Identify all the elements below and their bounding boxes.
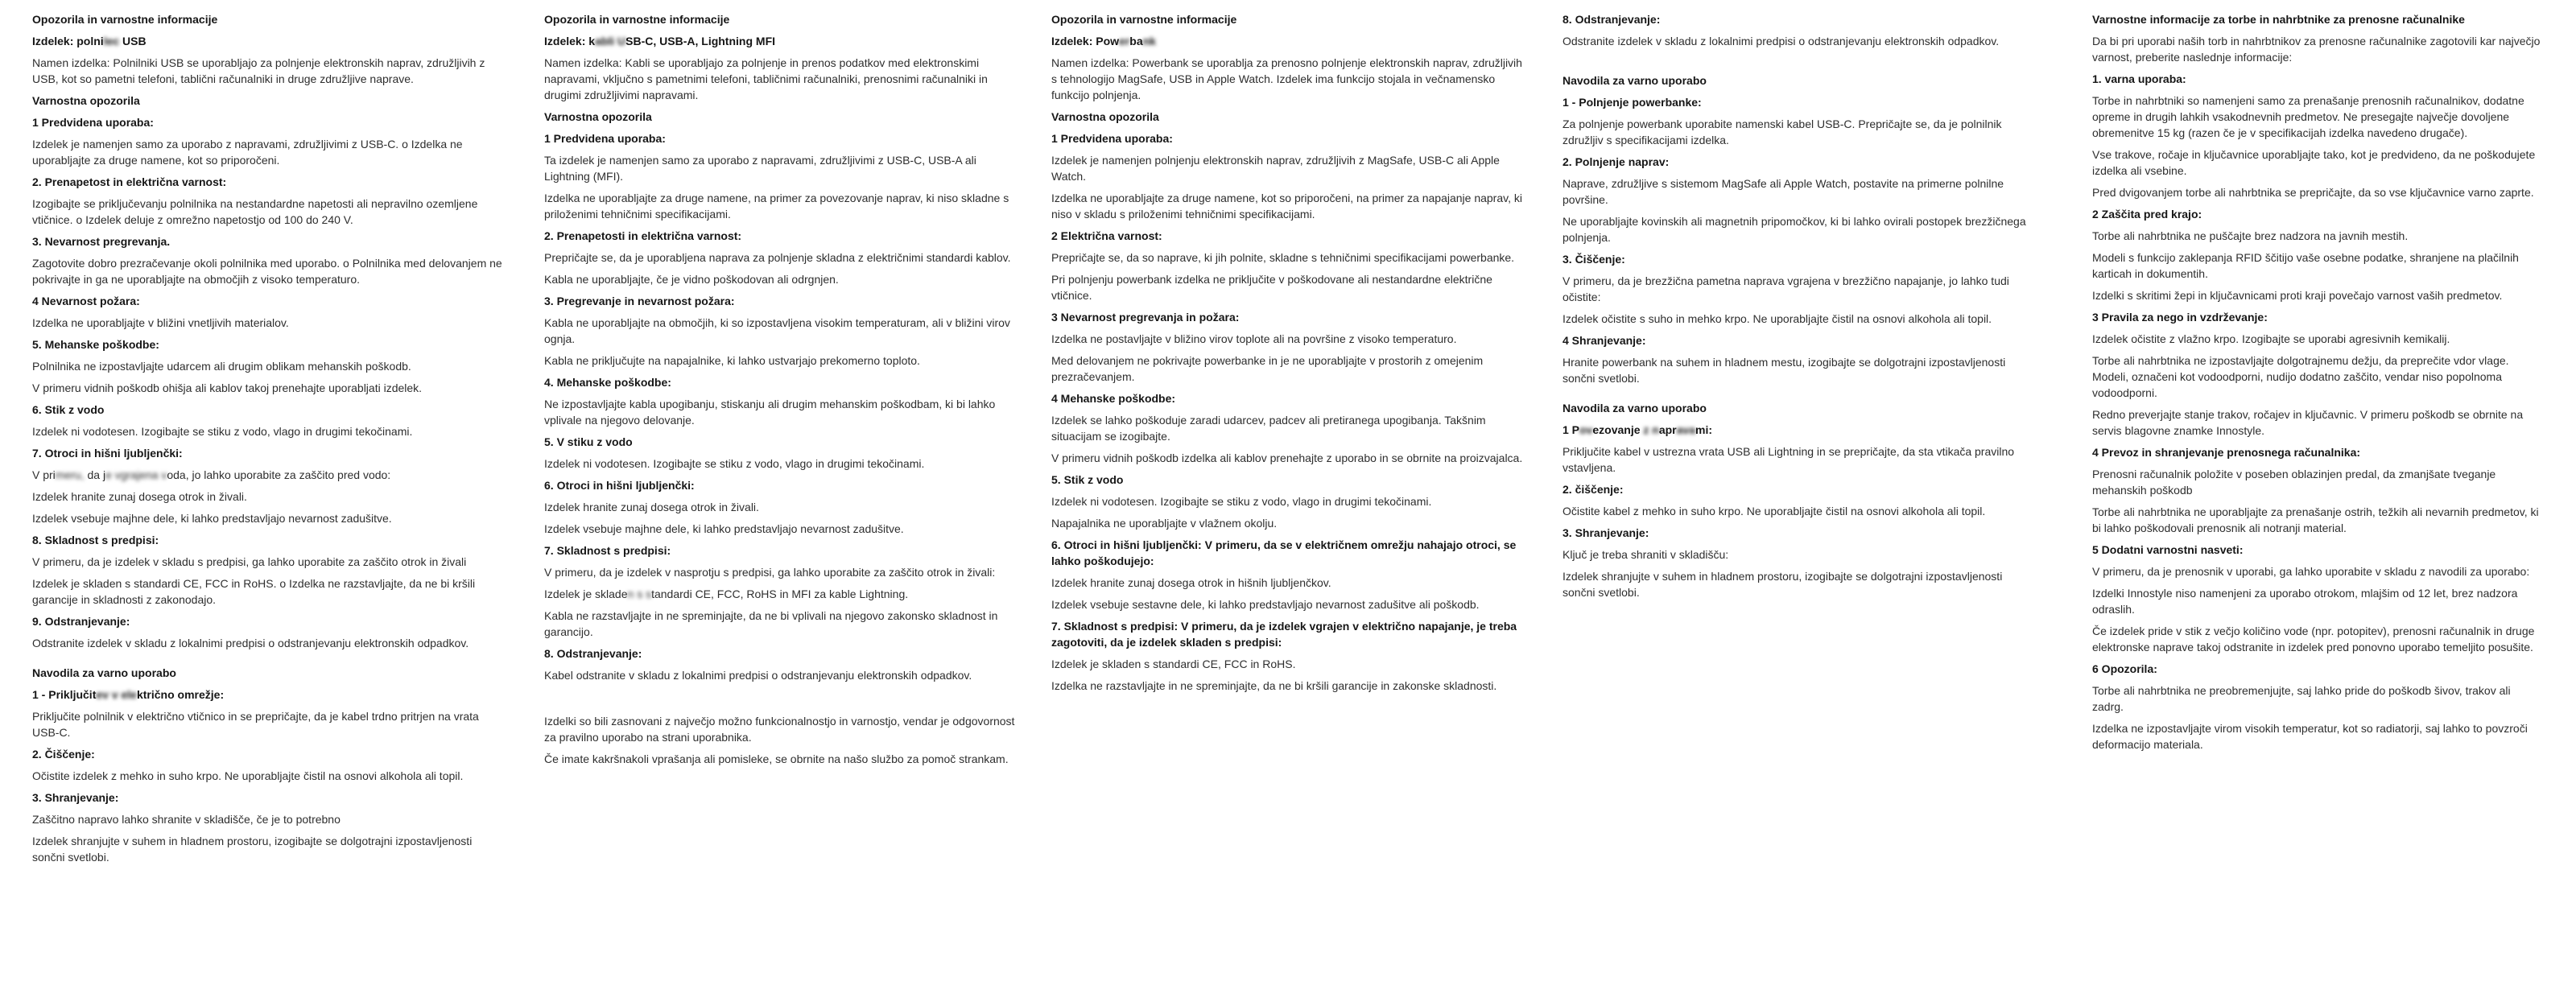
paragraph: Torbe ali nahrbtnika ne puščajte brez nadzora na javnih mestih. [2092, 229, 2409, 242]
paragraph: V primeru, da je brezžična pametna naprava vgrajena v brezžično napajanje, jo lahko tudi očistite: [1563, 274, 2009, 303]
paragraph: Izdelek hranite zunaj dosega otrok in hišnih ljubljenčkov. [1051, 576, 1331, 589]
paragraph: Izdelek je skladen s standardi CE, FCC in RoHS. o Izdelka ne razstavljajte, da ne bi kršili garancije in skladnosti z zakonodajo. [32, 577, 476, 606]
paragraph: Izogibajte se priključevanju polnilnika na nestandardne napetosti ali nepravilno ozemljene vtičnice. o Izdelek deluje z omrežno napetostjo od 100 do 240 V. [32, 197, 478, 226]
paragraph: Izdelek shranjujte v suhem in hladnem prostoru, izogibajte se dolgotrajni izpostavljenosti sončni svetlobi. [32, 835, 473, 864]
blurred-text: e vgrajena v [105, 468, 167, 481]
paragraph: Da bi pri uporabi naših torb in nahrbtnikov za prenosne računalnike zagotovili kar največjo varnost, preberite naslednje informacije: [2092, 35, 2541, 64]
section-heading: 1 Povezovanje z napravami: [1563, 423, 1712, 436]
paragraph: Izdelek shranjujte v suhem in hladnem prostoru, izogibajte se dolgotrajni izpostavljenosti sončni svetlobi. [1563, 570, 2003, 599]
paragraph: Izdelka ne izpostavljajte virom visokih temperatur, kot so radiatorji, saj lahko to povzroči deformacijo materiala. [2092, 722, 2528, 751]
section-heading: 3. Nevarnost pregrevanja. [32, 235, 171, 248]
paragraph: Namen izdelka: Powerbank se uporablja za prenosno polnjenje elektronskih naprav, združljivih s tehnologijo MagSafe, USB in Apple Watch. Izdelek ima funkcijo stojala in večnamensko funkcijo polnjenja. [1051, 56, 1522, 101]
paragraph: Redno preverjajte stanje trakov, ročajev in ključavnic. V primeru poškodb se obrnite na servis blagovne znamke Innostyle. [2092, 408, 2524, 437]
section-heading: Opozorila in varnostne informacije [544, 13, 730, 26]
paragraph: Modeli s funkcijo zaklepanja RFID ščitijo vaše osebne podatke, shranjene na plačilnih karticah in dokumentih. [2092, 251, 2519, 280]
paragraph: Naprave, združljive s sistemom MagSafe ali Apple Watch, postavite na primerne polnilne površine. [1563, 177, 2004, 206]
paragraph: Izdelka ne uporabljajte za druge namene, kot so priporočeni, na primer za napajanje naprav, ki niso v skladu s priloženimi tehničnimi specifikacijami. [1051, 192, 1522, 221]
spacer [32, 657, 503, 665]
paragraph: Pred dvigovanjem torbe ali nahrbtnika se prepričajte, da so vse ključavnice varno zaprte. [2092, 186, 2534, 199]
paragraph: Kabel odstranite v skladu z lokalnimi predpisi o odstranjevanju elektronskih odpadkov. [544, 669, 972, 682]
paragraph: Ključ je treba shraniti v skladišču: [1563, 548, 1729, 561]
paragraph: Pri polnjenju powerbank izdelka ne priključite v poškodovane ali nestandardne električne vtičnice. [1051, 273, 1492, 302]
paragraph: Izdelek vsebuje majhne dele, ki lahko predstavljajo nevarnost zadušitve. [544, 522, 904, 535]
section-heading: 8. Skladnost s predpisi: [32, 534, 159, 546]
paragraph: Kabla ne priključujte na napajalnike, ki lahko ustvarjajo prekomerno toploto. [544, 354, 920, 367]
section-heading: Opozorila in varnostne informacije [1051, 13, 1237, 26]
spacer [1563, 392, 2033, 400]
paragraph: Izdelki so bili zasnovani z največjo možno funkcionalnostjo in varnostjo, vendar je odgovornost za pravilno uporabo na strani uporabnika. [544, 715, 1015, 744]
section-heading: 5. V stiku z vodo [544, 435, 633, 448]
blurred-text: meru, [55, 468, 85, 481]
section-heading: Navodila za varno uporabo [1563, 402, 1707, 414]
section-heading: Varnostna opozorila [32, 94, 140, 107]
blurred-text: abli U [595, 35, 626, 47]
paragraph: Izdelek ni vodotesen. Izogibajte se stiku z vodo, vlago in drugimi tekočinami. [32, 425, 413, 438]
column-powerbank-usage-instructions [1563, 11, 2033, 606]
section-heading: Varnostna opozorila [1051, 110, 1159, 123]
section-heading: 7. Skladnost s predpisi: V primeru, da je izdelek vgrajen v električno napajanje, je treba zagotoviti, da je izdelek skladen s predpisi: [1051, 620, 1517, 649]
section-heading: 1 - Priključitev v električno omrežje: [32, 688, 225, 701]
section-heading: 5. Mehanske poškodbe: [32, 338, 159, 351]
paragraph: Izdelek očistite z vlažno krpo. Izogibajte se uporabi agresivnih kemikalij. [2092, 332, 2450, 345]
blurred-text: ev v ele [96, 688, 137, 701]
blurred-text: z n [1643, 423, 1659, 436]
section-heading: 3. Shranjevanje: [1563, 526, 1649, 539]
paragraph: Odstranite izdelek v skladu z lokalnimi predpisi o odstranjevanju elektronskih odpadkov. [32, 637, 469, 649]
paragraph: Hranite powerbank na suhem in hladnem mestu, izogibajte se dolgotrajni izpostavljenosti sončni svetlobi. [1563, 356, 2006, 385]
paragraph: V primeru, da je vgrajena voda, jo lahko uporabite za zaščito pred vodo: [32, 468, 391, 481]
section-heading: 3 Pravila za nego in vzdrževanje: [2092, 311, 2268, 324]
paragraph: Izdelek ni vodotesen. Izogibajte se stiku z vodo, vlago in drugimi tekočinami. [1051, 495, 1432, 508]
paragraph: Namen izdelka: Polnilniki USB se uporabljajo za polnjenje elektronskih naprav, združljivih z USB, kot so pametni telefoni, tablični računalniki in druge združljive naprave. [32, 56, 485, 85]
column-usb-charger-warnings [32, 11, 503, 871]
paragraph: Izdelka ne uporabljajte za druge namene, na primer za povezovanje naprav, ki niso skladne s priloženimi tehničnimi specifikacijami. [544, 192, 1009, 221]
section-heading: 1 Predvidena uporaba: [32, 116, 154, 129]
paragraph: Polnilnika ne izpostavljajte udarcem ali drugim oblikam mehanskih poškodb. [32, 360, 411, 373]
section-heading: 6. Stik z vodo [32, 403, 105, 416]
spacer [1563, 55, 2033, 72]
section-heading: 3. Čiščenje: [1563, 253, 1625, 266]
paragraph: Prepričajte se, da so naprave, ki jih polnite, skladne s tehničnimi specifikacijami powerbanke. [1051, 251, 1515, 264]
section-heading: 6. Otroci in hišni ljubljenčki: V primeru, da se v električnem omrežju nahajajo otroci, se lahko poškodujejo: [1051, 538, 1517, 567]
paragraph: Izdelka ne uporabljajte v bližini vnetljivih materialov. [32, 316, 289, 329]
section-heading: 7. Otroci in hišni ljubljenčki: [32, 447, 183, 460]
paragraph: Izdelek vsebuje majhne dele, ki lahko predstavljajo nevarnost zadušitve. [32, 512, 392, 525]
section-heading: 1 Predvidena uporaba: [544, 132, 666, 145]
section-heading: 8. Odstranjevanje: [544, 647, 642, 660]
section-heading: 2. čiščenje: [1563, 483, 1624, 496]
paragraph: V primeru, da je izdelek v skladu s predpisi, ga lahko uporabite za zaščito otrok in živali [32, 555, 467, 568]
paragraph: Torbe in nahrbtniki so namenjeni samo za prenašanje prenosnih računalnikov, dodatne opreme in drugih lahkih vsakodnevnih predmetov. Ne presegajte največje dovoljene obremenitve 15 kg (razen če je v specifikacijah izdelka navedeno drugače). [2092, 94, 2524, 139]
paragraph: Zaščitno napravo lahko shranite v skladišče, če je to potrebno [32, 813, 341, 826]
paragraph: Priključite kabel v ustrezna vrata USB ali Lightning in se prepričajte, da sta vtikača pravilno vstavljena. [1563, 445, 2015, 474]
blurred-text: nk [1142, 35, 1156, 47]
paragraph: Ne uporabljajte kovinskih ali magnetnih pripomočkov, ki bi lahko ovirali postopek brezžičnega polnjenja. [1563, 215, 2026, 244]
section-heading: 4 Prevoz in shranjevanje prenosnega računalnika: [2092, 446, 2361, 459]
section-heading: Varnostna opozorila [544, 110, 652, 123]
paragraph: Izdelek hranite zunaj dosega otrok in živali. [32, 490, 247, 503]
section-heading: 2. Čiščenje: [32, 748, 95, 761]
section-heading: 3 Nevarnost pregrevanja in požara: [1051, 311, 1240, 324]
paragraph: Kabla ne uporabljajte na območjih, ki so izpostavljena visokim temperaturam, ali v bližini virov ognja. [544, 316, 1010, 345]
column-powerbank-warnings [1051, 11, 1526, 699]
section-heading: 4 Mehanske poškodbe: [1051, 392, 1176, 405]
paragraph: Če izdelek pride v stik z večjo količino vode (npr. potopitev), prenosni računalnik in druge elektronske naprave takoj odstranite in izdelek pred ponovno uporabo temeljito posušite. [2092, 625, 2535, 653]
blurred-text: er [1119, 35, 1130, 47]
paragraph: Zagotovite dobro prezračevanje okoli polnilnika med uporabo. o Polnilnika med delovanjem ne pokrivajte in ga ne uporabljajte na območjih z visoko temperaturo. [32, 257, 502, 286]
paragraph: Ne izpostavljajte kabla upogibanju, stiskanju ali drugim mehanskim poškodbam, ki bi lahko vplivale na njegovo delovanje. [544, 398, 996, 427]
section-heading: Navodila za varno uporabo [1563, 74, 1707, 87]
paragraph: Izdelek se lahko poškoduje zaradi udarcev, padcev ali pretiranega upogibanja. Takšnim situacijam se izogibajte. [1051, 414, 1486, 443]
paragraph: Prepričajte se, da je uporabljena naprava za polnjenje skladna z električnimi standardi kablov. [544, 251, 1011, 264]
blurred-text: n s s [627, 588, 652, 600]
section-heading: Varnostne informacije za torbe in nahrbtnike za prenosne računalnike [2092, 13, 2465, 26]
column-laptop-bags-safety [2092, 11, 2545, 758]
section-heading: 1. varna uporaba: [2092, 72, 2186, 85]
section-heading: 5 Dodatni varnostni nasveti: [2092, 543, 2244, 556]
paragraph: Izdelki Innostyle niso namenjeni za uporabo otrokom, mlajšim od 12 let, brez nadzora odraslih. [2092, 587, 2518, 616]
paragraph: V primeru, da je prenosnik v uporabi, ga lahko uporabite v skladu z navodili za uporabo: [2092, 565, 2530, 578]
paragraph: Prenosni računalnik položite v poseben oblazinjen predal, da zmanjšate tveganje mehanskih poškodb [2092, 468, 2496, 497]
paragraph: Izdelek hranite zunaj dosega otrok in živali. [544, 501, 759, 513]
paragraph: Torbe ali nahrbtnika ne izpostavljajte dolgotrajnemu dežju, da preprečite vdor vlage. Modeli, označeni kot vodoodporni, nudijo dodatno zaščito, vendar niso popolnoma vodoodporni. [2092, 354, 2509, 399]
section-heading: 2. Polnjenje naprav: [1563, 155, 1670, 168]
paragraph: Izdelka ne razstavljajte in ne spreminjajte, da ne bi kršili garancije in zakonske skladnosti. [1051, 679, 1497, 692]
paragraph: Priključite polnilnik v električno vtičnico in se prepričajte, da je kabel trdno pritrjen na vrata USB-C. [32, 710, 479, 739]
paragraph: Če imate kakršnakoli vprašanja ali pomisleke, se obrnite na našo službo za pomoč strankam. [544, 752, 1009, 765]
section-heading: 8. Odstranjevanje: [1563, 13, 1661, 26]
paragraph: Napajalnika ne uporabljajte v vlažnem okolju. [1051, 517, 1278, 530]
section-heading: 2. Prenapetosti in električna varnost: [544, 229, 742, 242]
paragraph: Torbe ali nahrbtnika ne uporabljajte za prenašanje ostrih, težkih ali nevarnih predmetov, ki bi lahko poškodovali prenosnik ali notranji material. [2092, 505, 2539, 534]
section-heading: 2. Prenapetost in električna varnost: [32, 175, 227, 188]
section-heading: 1 Predvidena uporaba: [1051, 132, 1173, 145]
paragraph: Izdelek je namenjen polnjenju elektronskih naprav, združljivih z MagSafe, USB-C ali Apple Watch. [1051, 154, 1500, 183]
paragraph: Kabla ne uporabljajte, če je vidno poškodovan ali odrgnjen. [544, 273, 839, 286]
paragraph: Izdelki s skritimi žepi in ključavnicami proti kraji povečajo varnost vaših predmetov. [2092, 289, 2503, 302]
section-heading: 3. Shranjevanje: [32, 791, 119, 804]
paragraph: Med delovanjem ne pokrivajte powerbanke in je ne uporabljajte v prostorih z omejenim prezračevanjem. [1051, 354, 1484, 383]
blurred-text: ov [1579, 423, 1593, 436]
paragraph: Izdelek je namenjen samo za uporabo z napravami, združljivimi z USB-C. o Izdelka ne uporabljajte za druge namene, kot so priporočeni. [32, 138, 463, 167]
section-heading: 5. Stik z vodo [1051, 473, 1124, 486]
paragraph: Izdelek je skladen s standardi CE, FCC, RoHS in MFI za kable Lightning. [544, 588, 909, 600]
paragraph: V primeru vidnih poškodb izdelka ali kablov prenehajte z uporabo in se obrnite na proizvajalca. [1051, 451, 1523, 464]
section-heading: 6 Opozorila: [2092, 662, 2157, 675]
paragraph: Izdelek ni vodotesen. Izogibajte se stiku z vodo, vlago in drugimi tekočinami. [544, 457, 925, 470]
paragraph: Izdelek očistite s suho in mehko krpo. Ne uporabljajte čistil na osnovi alkohola ali topil. [1563, 312, 1992, 325]
section-heading: Navodila za varno uporabo [32, 666, 176, 679]
paragraph: Ta izdelek je namenjen samo za uporabo z napravami, združljivimi z USB-C, USB-A ali Lightning (MFI). [544, 154, 976, 183]
section-heading: Opozorila in varnostne informacije [32, 13, 218, 26]
paragraph: Za polnjenje powerbank uporabite namenski kabel USB-C. Prepričajte se, da je polnilnik združljiv s specifikacijami izdelka. [1563, 118, 2002, 146]
section-heading: 3. Pregrevanje in nevarnost požara: [544, 295, 735, 307]
paragraph: Kabla ne razstavljajte in ne spreminjajte, da ne bi vplivali na njegovo zakonsko skladnost in garancijo. [544, 609, 998, 638]
paragraph: Očistite kabel z mehko in suho krpo. Ne uporabljajte čistil na osnovi alkohola ali topil. [1563, 505, 1986, 517]
paragraph: V primeru, da je izdelek v nasprotju s predpisi, ga lahko uporabite za zaščito otrok in živali: [544, 566, 996, 579]
section-heading: 1 - Polnjenje powerbanke: [1563, 96, 1702, 109]
section-heading: Izdelek: kabli USB-C, USB-A, Lightning MFI [544, 35, 776, 47]
section-heading: 9. Odstranjevanje: [32, 615, 130, 628]
paragraph: Izdelek je skladen s standardi CE, FCC in RoHS. [1051, 658, 1296, 670]
spacer [544, 689, 1015, 713]
section-heading: Izdelek: polnilec USB [32, 35, 147, 47]
section-heading: 6. Otroci in hišni ljubljenčki: [544, 479, 695, 492]
section-heading: 4 Nevarnost požara: [32, 295, 140, 307]
paragraph: Vse trakove, ročaje in ključavnice uporabljajte tako, kot je predvideno, da ne poškodujete izdelka ali vsebine. [2092, 148, 2536, 177]
blurred-text: ava [1676, 423, 1695, 436]
paragraph: Očistite izdelek z mehko in suho krpo. Ne uporabljajte čistil na osnovi alkohola ali topil. [32, 769, 464, 782]
section-heading: 2 Zaščita pred krajo: [2092, 208, 2202, 221]
paragraph: Izdelek vsebuje sestavne dele, ki lahko predstavljajo nevarnost zadušitve ali poškodb. [1051, 598, 1480, 611]
paragraph: Torbe ali nahrbtnika ne preobremenjujte, saj lahko pride do poškodb šivov, trakov ali zadrg. [2092, 684, 2511, 713]
section-heading: 4 Shranjevanje: [1563, 334, 1646, 347]
column-cables-warnings [544, 11, 1015, 773]
blurred-text: lec [103, 35, 120, 47]
section-heading: 4. Mehanske poškodbe: [544, 376, 671, 389]
section-heading: Izdelek: Powerbank [1051, 35, 1156, 47]
paragraph: Odstranite izdelek v skladu z lokalnimi predpisi o odstranjevanju elektronskih odpadkov. [1563, 35, 2000, 47]
section-heading: 2 Električna varnost: [1051, 229, 1162, 242]
section-heading: 7. Skladnost s predpisi: [544, 544, 671, 557]
paragraph: Izdelka ne postavljajte v bližino virov toplote ali na površine z visoko temperaturo. [1051, 332, 1457, 345]
paragraph: Namen izdelka: Kabli se uporabljajo za polnjenje in prenos podatkov med elektronskimi napravami, vključno s pametnimi telefoni, tabličnimi računalniki, prenosnimi računalniki in drugimi združljivimi napravami. [544, 56, 988, 101]
paragraph: V primeru vidnih poškodb ohišja ali kablov takoj prenehajte uporabljati izdelek. [32, 381, 423, 394]
